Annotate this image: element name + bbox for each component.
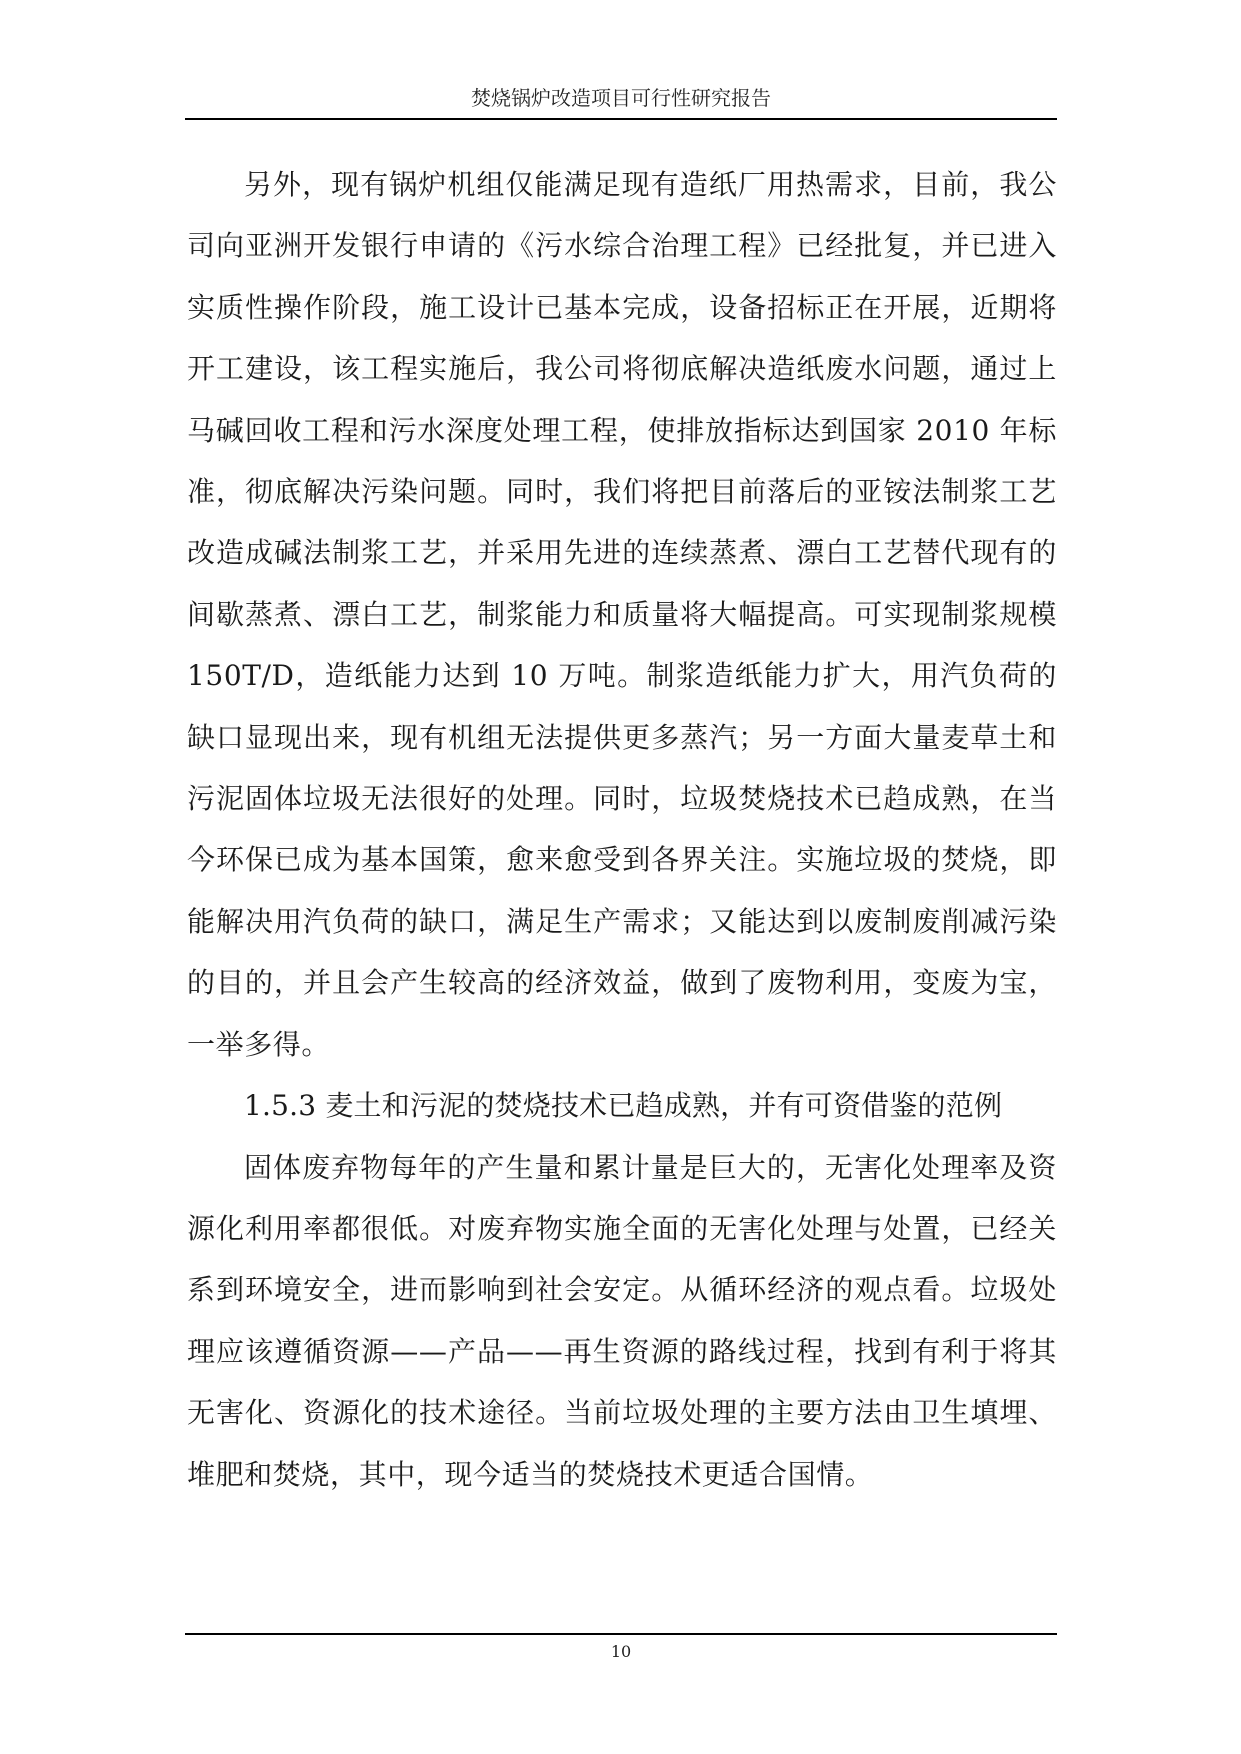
header-divider bbox=[185, 118, 1057, 120]
body-paragraph-2: 固体废弃物每年的产生量和累计量是巨大的，无害化处理率及资源化利用率都很低。对废弃物实施全面的无害化处理与处置，已经关系到环境安全，进而影响到社会安定。从循环经济的观点看。垃圾处理应该遵循资源——产品——再生资源的路线过程，找到有利于将其无害化、资源化的技术途径。当前垃圾处理的主要方法由卫生填埋、堆肥和焚烧，其中，现今适当的焚烧技术更适合国情。 bbox=[187, 1150, 1057, 1491]
document-body bbox=[187, 154, 1057, 1505]
section-heading-1-5-3: 1.5.3 麦土和污泥的焚烧技术已趋成熟，并有可资借鉴的范例 bbox=[244, 1089, 1003, 1123]
page-header-title: 焚烧锅炉改造项目可行性研究报告 bbox=[471, 86, 771, 110]
page-number: 10 bbox=[610, 1642, 632, 1661]
body-paragraph-1: 另外，现有锅炉机组仅能满足现有造纸厂用热需求，目前，我公司向亚洲开发银行申请的《污水综合治理工程》已经批复，并已进入实质性操作阶段，施工设计已基本完成，设备招标正在开展，近期将开工建设，该工程实施后，我公司将彻底解决造纸废水问题，通过上马碱回收工程和污水深度处理工程，使排放指标达到国家 2010 年标准，彻底解决污染问题。同时，我们将把目前落后的亚铵法制浆工艺改造成碱法制浆工艺，并采用先进的连续蒸煮、漂白工艺替代现有的间歇蒸煮、漂白工艺，制浆能力和质量将大幅提高。可实现制浆规模 150T/D，造纸能力达到 10 万吨。制浆造纸能力扩大，用汽负荷的缺口显现出来，现有机组无法提供更多蒸汽；另一方面大量麦草土和污泥固体垃圾无法很好的处理。同时，垃圾焚烧技术已趋成熟，在当今环保已成为基本国策，愈来愈受到各界关注。实施垃圾的焚烧，即能解决用汽负荷的缺口，满足生产需求；又能达到以废制废削减污染的目的，并且会产生较高的经济效益，做到了废物利用，变废为宝，一举多得。 bbox=[187, 168, 1057, 1061]
footer-divider bbox=[185, 1633, 1057, 1635]
